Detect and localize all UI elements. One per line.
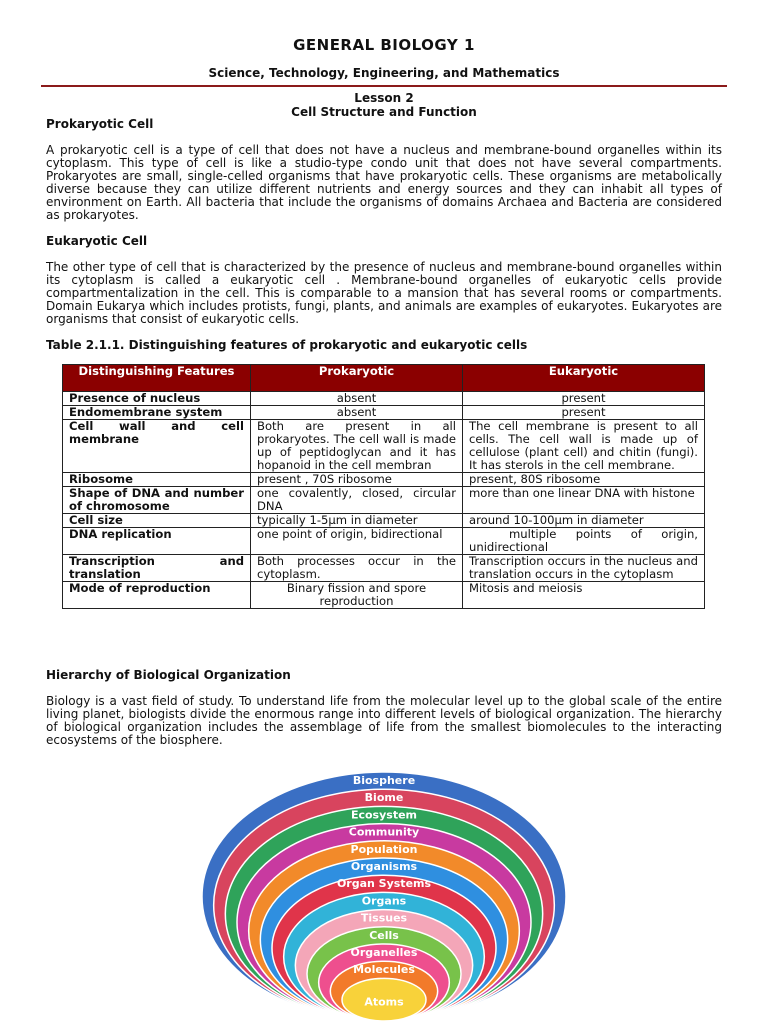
hierarchy-label-population: Population [350, 842, 418, 856]
header-prokaryotic: Prokaryotic [251, 365, 463, 392]
eukaryotic-paragraph: The other type of cell that is characterized by the presence of nucleus and membrane-bound organelles within its cytoplasm is called a eukaryotic cell . Membrane-bound organelles of eukaryotic cells provide compartmentalization in the cell. This is comparable to a mansion that has several rooms or compartments. Domain Eukarya which includes protists, fungi, plants, and animals are examples of eukaryotes. Eukaryotes are organisms that consist of eukaryotic cells. [46, 260, 722, 326]
lesson-number: Lesson 2 [354, 91, 414, 105]
feature-cell: Transcription and translation [63, 555, 251, 582]
hierarchy-label-organelles: Organelles [350, 946, 418, 959]
hierarchy-label-community: Community [348, 825, 420, 839]
hierarchy-label-tissues: Tissues [360, 911, 408, 925]
prokaryotic-cell: Both processes occur in the cytoplasm. [251, 555, 463, 582]
table-row [63, 406, 705, 420]
hierarchy-label-cells: Cells [369, 928, 399, 942]
table-row [63, 582, 705, 609]
eukaryotic-cell: The cell membrane is present to all cells. The cell wall is made up of cellulose (plant cell) and chitin (fungi). It has sterols in the cell membrane. [463, 420, 705, 473]
table-row [63, 420, 705, 473]
prokaryotic-cell: one point of origin, bidirectional [251, 528, 463, 555]
header-features: Distinguishing Features [63, 365, 251, 392]
prokaryotic-cell: absent [251, 406, 463, 420]
eukaryotic-heading: Eukaryotic Cell [46, 234, 148, 248]
feature-cell: DNA replication [63, 528, 251, 555]
table-row [63, 555, 705, 582]
eukaryotic-cell: multiple points of origin, unidirectional [463, 528, 705, 555]
feature-cell: Cell size [63, 514, 251, 528]
feature-cell: Cell wall and cell membrane [63, 420, 251, 473]
prokaryotic-cell: absent [251, 392, 463, 406]
hierarchy-heading: Hierarchy of Biological Organization [46, 668, 291, 682]
hierarchy-label-molecules: Molecules [353, 963, 415, 977]
prokaryotic-cell: one covalently, closed, circular DNA [251, 487, 463, 514]
prokaryotic-cell: typically 1-5µm in diameter [251, 514, 463, 528]
table-row [63, 473, 705, 487]
header-rule [41, 85, 727, 87]
feature-cell: Shape of DNA and number of chromosome [63, 487, 251, 514]
table-row [63, 392, 705, 406]
hierarchy-diagram [188, 770, 580, 1024]
document-subtitle: Science, Technology, Engineering, and Mathematics [208, 66, 560, 80]
prokaryotic-paragraph: A prokaryotic cell is a type of cell that does not have a nucleus and membrane-bound organelles within its cytoplasm. This type of cell is like a studio-type condo unit that does not have several compartments. Prokaryotes are small, single-celled organisms that have prokaryotic cells. These organisms are metabolically diverse because they can utilize different nutrients and energy sources and they can inhabit all types of environment on Earth. All bacteria that include the organisms of domains Archaea and Bacteria are considered as prokaryotes. [46, 143, 722, 222]
hierarchy-paragraph: Biology is a vast field of study. To understand life from the molecular level up to the global scale of the entire living planet, biologists divide the enormous range into different levels of biological organization. The hierarchy of biological organization includes the assemblage of life from the smallest biomolecules to the interacting ecosystems of the biosphere. [46, 694, 722, 747]
hierarchy-label-biosphere: Biosphere [352, 774, 416, 787]
header-eukaryotic: Eukaryotic [463, 365, 705, 392]
comparison-table [62, 364, 705, 609]
table-row [63, 514, 705, 528]
eukaryotic-cell: Transcription occurs in the nucleus and translation occurs in the cytoplasm [463, 555, 705, 582]
eukaryotic-cell: around 10-100µm in diameter [463, 514, 705, 528]
document-title: GENERAL BIOLOGY 1 [293, 36, 475, 54]
table-caption: Table 2.1.1. Distinguishing features of prokaryotic and eukaryotic cells [46, 338, 528, 352]
prokaryotic-heading: Prokaryotic Cell [46, 117, 154, 131]
hierarchy-label-ecosystem: Ecosystem [350, 808, 418, 822]
hierarchy-label-organs: Organs [361, 894, 407, 908]
eukaryotic-cell: more than one linear DNA with histone [463, 487, 705, 514]
eukaryotic-cell: Mitosis and meiosis [463, 582, 705, 609]
feature-cell: Endomembrane system [63, 406, 251, 420]
hierarchy-label-organisms: Organisms [350, 860, 418, 873]
eukaryotic-cell: present [463, 392, 705, 406]
lesson-heading [0, 91, 768, 119]
prokaryotic-cell: Both are present in all prokaryotes. The cell wall is made up of peptidoglycan and it has hopanoid in the cell membran [251, 420, 463, 473]
lesson-title: Cell Structure and Function [291, 105, 477, 119]
hierarchy-label-atoms: Atoms [364, 995, 404, 1009]
hierarchy-label-organ-systems: Organ Systems [336, 877, 432, 891]
table-header-row [63, 365, 705, 392]
feature-cell: Mode of reproduction [63, 582, 251, 609]
table-row [63, 487, 705, 514]
table-row [63, 528, 705, 555]
eukaryotic-cell: present [463, 406, 705, 420]
eukaryotic-cell: present, 80S ribosome [463, 473, 705, 487]
prokaryotic-cell: Binary fission and spore reproduction [251, 582, 463, 609]
feature-cell: Ribosome [63, 473, 251, 487]
feature-cell: Presence of nucleus [63, 392, 251, 406]
prokaryotic-cell: present , 70S ribosome [251, 473, 463, 487]
hierarchy-label-biome: Biome [364, 791, 404, 805]
